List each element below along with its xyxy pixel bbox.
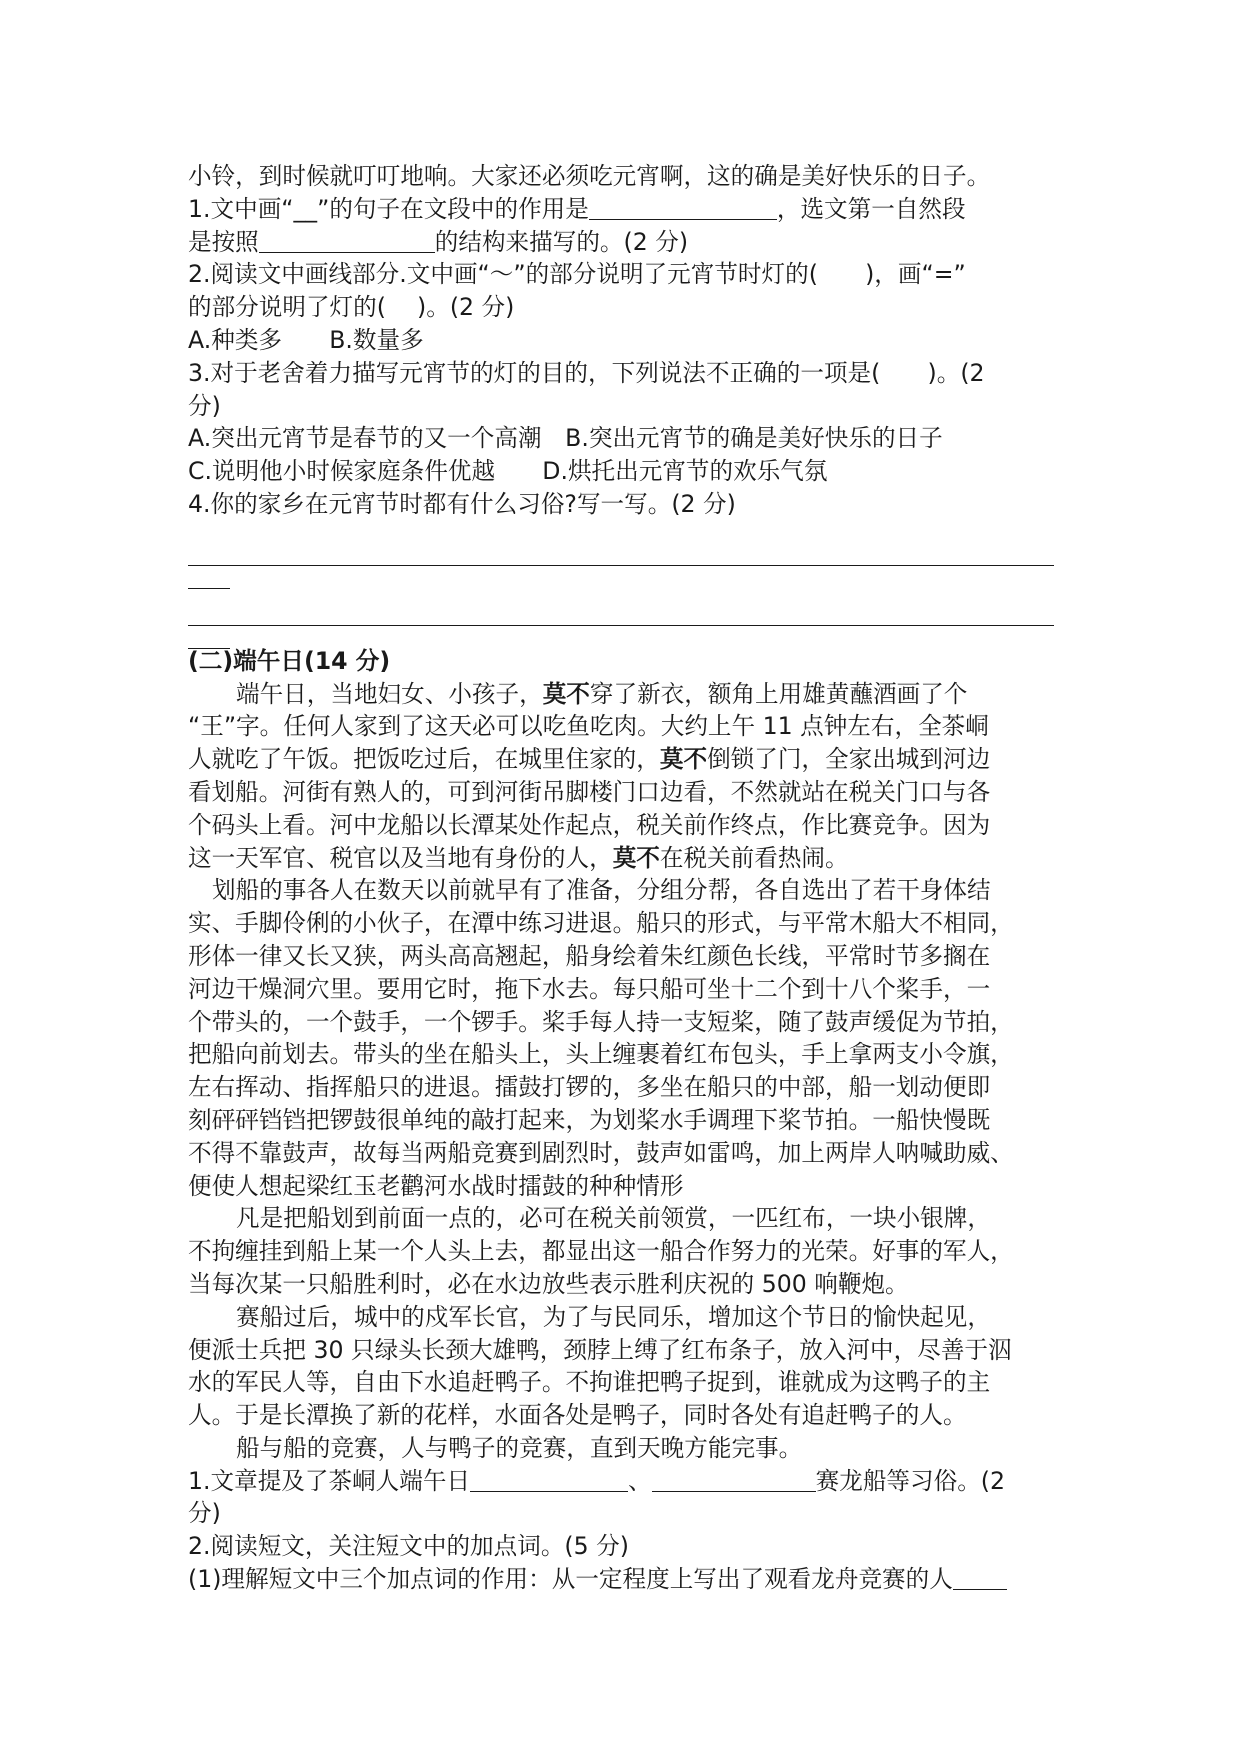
- paragraph-line: 凡是把船划到前面一点的，必可在税关前领赏，一匹红布，一块小银牌，: [236, 1204, 991, 1233]
- text-run: 在税关前看热闹。: [659, 843, 849, 872]
- answer-line[interactable]: [188, 589, 1054, 626]
- paragraph-line: 个码头上看。河中龙船以长潭某处作起点，税关前作终点，作比赛竞争。因为: [188, 810, 991, 839]
- paragraph-line: 不拘缠挂到船上某一个人头上去，都显出这一船合作努力的光荣。好事的军人，: [188, 1237, 1014, 1266]
- question-text: 1.文中画“__”的句子在文段中的作用是: [188, 194, 589, 223]
- paragraph-line: 河边干燥洞穴里。要用它时，拖下水去。每只船可坐十二个到十八个桨手，一: [188, 974, 991, 1003]
- question-text: 赛龙船等习俗。(2: [815, 1466, 1006, 1495]
- question-1: [188, 193, 1054, 226]
- paragraph-line: 当每次某一只船胜利时，必在水边放些表示胜利庆祝的 500 响鞭炮。: [188, 1269, 909, 1298]
- document-page: [188, 160, 1054, 1596]
- text-run: 这一天军官、税官以及当地有身份的人，: [188, 843, 613, 872]
- question-text: 、: [628, 1466, 652, 1495]
- paragraph-line: 个带头的，一个鼓手，一个锣手。桨手每人持一支短桨，随了鼓声缓促为节拍，: [188, 1007, 1014, 1036]
- paragraph-line: 便派士兵把 30 只绿头长颈大雄鸭，颈脖上缚了红布条子，放入河中，尽善于泅: [188, 1335, 1012, 1364]
- question-text: ，选文第一自然段: [776, 194, 966, 223]
- emphasis-word: 莫不: [542, 679, 590, 708]
- text-run: 穿了新衣，额角上用雄黄蘸酒画了个: [589, 679, 968, 708]
- question-2-1: [188, 1563, 1054, 1596]
- paragraph-line: [188, 842, 1054, 875]
- paragraph-line: 形体一律又长又狭，两头高高翘起，船身绘着朱红颜色长线，平常时节多搁在: [188, 941, 991, 970]
- answer-blank[interactable]: [589, 197, 777, 220]
- question-text: 的结构来描写的。(2 分): [434, 227, 689, 256]
- paragraph-line: 实、手脚伶俐的小伙子，在潭中练习进退。船只的形式，与平常木船大不相同，: [188, 909, 1014, 938]
- paragraph-line: 划船的事各人在数天以前就早有了准备，分组分帮，各自选出了若干身体结: [212, 876, 991, 905]
- question-1: [188, 1465, 1054, 1498]
- answer-blank[interactable]: [953, 1567, 1007, 1590]
- question-text: (1)理解短文中三个加点词的作用：从一定程度上写出了观看龙舟竞赛的人: [188, 1565, 953, 1594]
- paragraph-line: “王”字。任何人家到了这天必可以吃鱼吃肉。大约上午 11 点钟左右，全茶峒: [188, 712, 989, 741]
- question-3-options-ab: A.突出元宵节是春节的又一个高潮 B.突出元宵节的确是美好快乐的日子: [188, 424, 943, 453]
- question-1-cont: [188, 226, 1054, 259]
- paragraph-line: 便使人想起梁红玉老鹳河水战时擂鼓的种种情形: [188, 1171, 684, 1200]
- emphasis-word: 莫不: [659, 745, 708, 774]
- paragraph-line: 赛船过后，城中的戍军长官，为了与民同乐，增加这个节日的愉快起见，: [236, 1302, 991, 1331]
- question-4: 4.你的家乡在元宵节时都有什么习俗?写一写。(2 分): [188, 489, 736, 518]
- question-1-cont: 分): [188, 1499, 221, 1528]
- paragraph-line: 左右挥动、指挥船只的进退。擂鼓打锣的，多坐在船只的中部，船一划动便即: [188, 1073, 991, 1102]
- question-2-options: A.种类多 B.数量多: [188, 325, 424, 354]
- question-3-options-cd: C.说明他小时候家庭条件优越 D.烘托出元宵节的欢乐气氛: [188, 457, 828, 486]
- text-run: 端午日，当地妇女、小孩子，: [236, 679, 543, 708]
- answer-blank[interactable]: [259, 230, 435, 253]
- question-2: 2.阅读文中画线部分.文中画“～”的部分说明了元宵节时灯的( )，画“=”: [188, 260, 966, 289]
- question-text: 是按照: [188, 227, 259, 256]
- answer-blank[interactable]: [652, 1469, 816, 1492]
- answer-line[interactable]: [188, 566, 230, 589]
- question-3: 3.对于老舍着力描写元宵节的灯的目的，下列说法不正确的一项是( )。(2: [188, 358, 985, 387]
- paragraph-line: 船与船的竞赛，人与鸭子的竞赛，直到天晚方能完事。: [236, 1433, 803, 1462]
- text-run: 人就吃了午饭。把饭吃过后，在城里住家的，: [188, 745, 660, 774]
- question-text: 1.文章提及了茶峒人端午日: [188, 1466, 471, 1495]
- question-2: 2.阅读短文，关注短文中的加点词。(5 分): [188, 1532, 629, 1561]
- emphasis-word: 莫不: [612, 843, 660, 872]
- text-line: 小铃，到时候就叮叮地响。大家还必须吃元宵啊，这的确是美好快乐的日子。: [188, 162, 991, 190]
- paragraph-line: [188, 678, 1054, 711]
- section-title: (二)端午日(14 分): [188, 646, 391, 675]
- answer-blank[interactable]: [470, 1469, 628, 1492]
- paragraph-line: 刻砰砰铛铛把锣鼓很单纯的敲打起来，为划桨水手调理下桨节拍。一船快慢既: [188, 1105, 991, 1134]
- paragraph-line: 人。于是长潭换了新的花样，水面各处是鸭子，同时各处有追赶鸭子的人。: [188, 1401, 967, 1430]
- question-3-cont: 分): [188, 391, 221, 420]
- paragraph-line: 把船向前划去。带头的坐在船头上，头上缠裹着红布包头，手上拿两支小令旗，: [188, 1040, 1014, 1069]
- text-run: 倒锁了门，全家出城到河边: [707, 745, 991, 774]
- paragraph-line: [188, 743, 1054, 776]
- paragraph-line: 看划船。河街有熟人的，可到河街吊脚楼门口边看，不然就站在税关门口与各: [188, 777, 991, 806]
- paragraph-line: 不得不靠鼓声，故每当两船竞赛到剧烈时，鼓声如雷鸣，加上两岸人呐喊助威、: [188, 1138, 1014, 1167]
- paragraph-line: 水的军民人等，自由下水追赶鸭子。不拘谁把鸭子捉到，谁就成为这鸭子的主: [188, 1368, 991, 1397]
- question-2-cont: 的部分说明了灯的( )。(2 分): [188, 293, 515, 322]
- answer-line[interactable]: [188, 521, 1054, 566]
